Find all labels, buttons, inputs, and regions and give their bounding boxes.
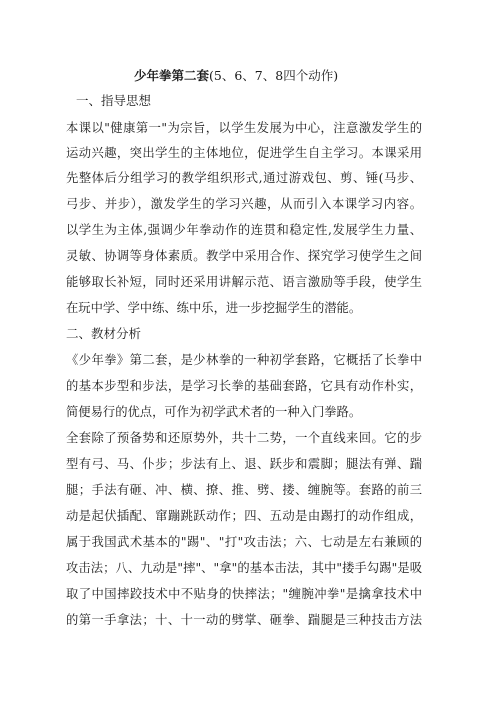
title-main: 少年拳第二套: [134, 68, 210, 83]
section-heading-material-analysis: 二、教材分析: [66, 326, 142, 341]
paragraph-line: 属于我国武术基本的"踢"、"打"攻击法；六、七动是左右兼顾的: [66, 535, 422, 549]
paragraph-line: 在玩中学、学中练、练中乐，进一步挖掘学生的潜能。: [66, 301, 362, 315]
paragraph-line: 灵敏、协调等身体素质。教学中采用合作、探究学习使学生之间: [66, 249, 422, 263]
paragraph-line: 的第一手拿法；十、十一动的劈掌、砸拳、踹腿是三种技击方法: [66, 613, 422, 627]
paragraph-line: 先整体后分组学习的教学组织形式,通过游戏包、剪、锤(马步、: [66, 171, 422, 185]
paragraph-line: 腿；手法有砸、冲、横、撩、推、劈、搂、缠腕等。套路的前三: [66, 483, 422, 497]
paragraph-line: 本课以"健康第一"为宗旨，以学生发展为中心，注意激发学生的: [66, 121, 422, 135]
paragraph-line: 简便易行的优点，可作为初学武术者的一种入门拳路。: [66, 405, 362, 419]
paragraph-line: 攻击法；八、九动是"摔"、"拿"的基本击法，其中"搂手勾踢"是吸: [66, 561, 422, 575]
paragraph-line: 取了中国摔跤技术中不贴身的快摔法；"缠腕冲拳"是擒拿技术中: [66, 587, 422, 601]
paragraph-line: 能够取长补短，同时还采用讲解示范、语言激励等手段，使学生: [66, 275, 422, 289]
paragraph-line: 以学生为主体,强调少年拳动作的连贯和稳定性,发展学生力量、: [66, 223, 422, 237]
paragraph-line: 弓步、并步），激发学生的学习兴趣，从而引入本课学习内容。: [66, 197, 422, 211]
paragraph-line: 《少年拳》第二套，是少林拳的一种初学套路，它概括了长拳中: [66, 353, 422, 367]
paragraph-line: 全套除了预备势和还原势外，共十二势，一个直线来回。它的步: [66, 431, 422, 445]
title-subtitle: (5、6、7、8四个动作): [209, 68, 339, 83]
paragraph-line: 运动兴趣，突出学生的主体地位，促进学生自主学习。本课采用: [66, 146, 422, 160]
document-title: [134, 66, 338, 84]
section-heading-guiding-ideology: 一、指导思想: [76, 93, 152, 108]
paragraph-line: 型有弓、马、仆步；步法有上、退、跃步和震脚；腿法有弹、踹: [66, 457, 422, 471]
paragraph-line: 的基本步型和步法，是学习长拳的基础套路，它具有动作朴实，: [66, 379, 422, 393]
paragraph-line: 动是起伏插配、窜蹦跳跃动作；四、五动是由踢打的动作组成，: [66, 509, 422, 523]
